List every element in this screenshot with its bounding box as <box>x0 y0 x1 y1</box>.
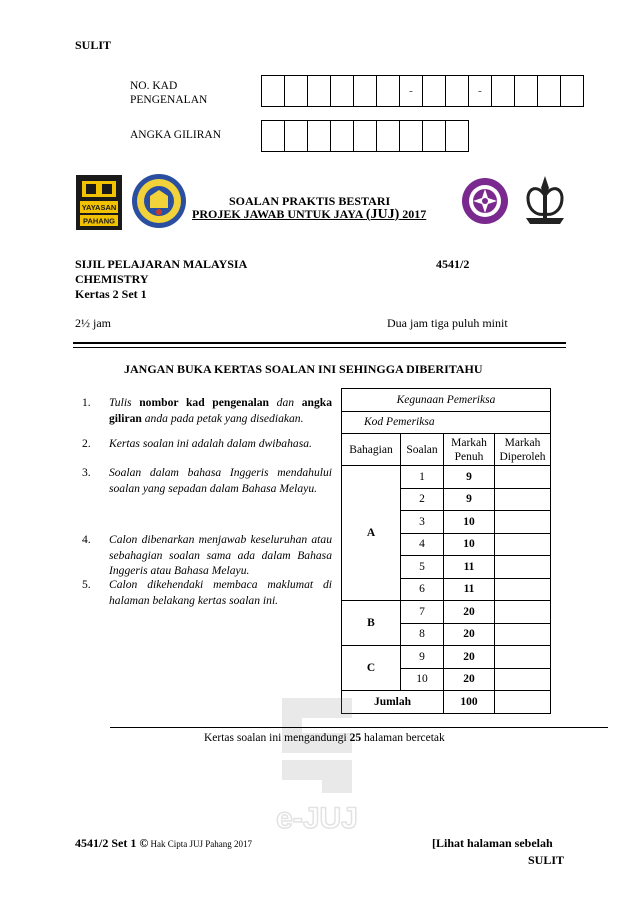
sulit-bottom: SULIT <box>528 853 565 867</box>
full-mark: 11 <box>444 578 495 601</box>
watermark-text: e-JUJ <box>276 802 358 833</box>
title-line2-main: PROJEK JAWAB UNTUK JAYA <box>192 207 366 221</box>
instruction-item <box>82 465 332 496</box>
index-box[interactable] <box>445 120 469 152</box>
col-soalan: Soalan <box>401 434 444 466</box>
full-mark: 9 <box>444 466 495 489</box>
index-box[interactable] <box>284 120 308 152</box>
instruction-item <box>82 532 332 579</box>
section-b: B <box>342 601 401 646</box>
section-c: C <box>342 646 401 691</box>
obtained-mark[interactable] <box>495 623 551 646</box>
instruction-number: 2. <box>82 437 91 450</box>
page-note-post: halaman bercetak <box>361 732 445 744</box>
instruction-item <box>82 436 332 452</box>
ic-box-dash <box>468 75 492 107</box>
ic-box[interactable] <box>560 75 584 107</box>
ic-box[interactable] <box>514 75 538 107</box>
section-a: A <box>342 466 401 601</box>
pahang-text: PAHANG <box>83 216 115 226</box>
full-mark: 20 <box>444 646 495 669</box>
instruction-number: 3. <box>82 466 91 479</box>
instruction-item <box>82 577 332 608</box>
instruction-text: anda pada petak yang disediakan. <box>141 411 304 425</box>
index-box[interactable] <box>422 120 446 152</box>
title-year: 2017 <box>399 207 427 221</box>
ic-box[interactable] <box>537 75 561 107</box>
instruction-bold: nombor kad pengenalan <box>139 396 269 409</box>
ic-box[interactable] <box>376 75 400 107</box>
obtained-mark[interactable] <box>495 533 551 556</box>
full-mark: 10 <box>444 511 495 534</box>
question-number: 8 <box>401 623 444 646</box>
question-number: 6 <box>401 578 444 601</box>
col-markah-penuh <box>444 434 495 466</box>
page-count-note <box>204 732 445 744</box>
paper-set: Kertas 2 Set 1 <box>75 287 147 301</box>
footer-copyright: Hak Cipta JUJ Pahang 2017 <box>148 839 253 849</box>
full-mark: 11 <box>444 556 495 579</box>
ic-box[interactable] <box>491 75 515 107</box>
duration: 2½ jam <box>75 316 111 330</box>
full-mark: 9 <box>444 488 495 511</box>
col-markah-diperoleh <box>495 434 551 466</box>
col-bahagian: Bahagian <box>342 434 401 466</box>
total-full-mark: 100 <box>444 691 495 714</box>
yayasan-pahang-logo <box>76 175 122 230</box>
obtained-mark[interactable] <box>495 466 551 489</box>
instruction-number: 4. <box>82 533 91 546</box>
footer-left <box>75 836 252 851</box>
question-number: 2 <box>401 488 444 511</box>
obtained-mark[interactable] <box>495 556 551 579</box>
instruction-text: dan <box>269 396 302 409</box>
col-markah-penuh-1: Markah <box>451 436 487 449</box>
ic-box-dash <box>399 75 423 107</box>
instruction-text: Kertas soalan ini adalah dalam dwibahasa. <box>109 437 312 450</box>
nokad-label-line2: PENGENALAN <box>130 94 208 106</box>
ic-box[interactable] <box>284 75 308 107</box>
footer-code: 4541/2 Set 1 © <box>75 836 149 850</box>
total-obtained-mark[interactable] <box>495 691 551 714</box>
obtained-mark[interactable] <box>495 601 551 624</box>
instruction-bold: angka giliran <box>109 396 332 425</box>
examiner-table <box>341 388 551 714</box>
page-note-pre: Kertas soalan ini mengandungi <box>204 732 350 744</box>
obtained-mark[interactable] <box>495 668 551 691</box>
sulit-top: SULIT <box>75 38 112 52</box>
instruction-number: 5. <box>82 578 91 591</box>
question-number: 10 <box>401 668 444 691</box>
examiner-code: Kod Pemeriksa <box>342 411 551 434</box>
total-label: Jumlah <box>342 691 444 714</box>
pahang-emblem-icon <box>520 174 570 230</box>
col-markah-diperoleh-2: Diperoleh <box>499 450 546 463</box>
obtained-mark[interactable] <box>495 578 551 601</box>
index-box[interactable] <box>399 120 423 152</box>
ic-box[interactable] <box>330 75 354 107</box>
yayasan-text: YAYASAN <box>81 203 117 212</box>
index-box[interactable] <box>307 120 331 152</box>
table-title: Kegunaan Pemeriksa <box>342 389 551 412</box>
title-line1: SOALAN PRAKTIS BESTARI <box>229 194 391 208</box>
title-juj: (JUJ) <box>365 207 400 222</box>
subject-name: CHEMISTRY <box>75 272 149 286</box>
juj-purple-logo-icon <box>461 176 509 226</box>
ic-number-boxes[interactable] <box>261 75 584 107</box>
instruction-text: Tulis <box>109 396 140 409</box>
nokad-label <box>130 79 207 107</box>
divider-thick <box>73 342 566 344</box>
index-box[interactable] <box>330 120 354 152</box>
question-number: 9 <box>401 646 444 669</box>
question-number: 1 <box>401 466 444 489</box>
instruction-text: Soalan dalam bahasa Inggeris mendahului soalan yang sepadan dalam Bahasa Melayu. <box>109 466 332 495</box>
ic-box[interactable] <box>261 75 285 107</box>
full-mark: 10 <box>444 533 495 556</box>
obtained-mark[interactable] <box>495 646 551 669</box>
index-box[interactable] <box>261 120 285 152</box>
question-number: 7 <box>401 601 444 624</box>
instruction-item <box>82 395 332 426</box>
index-box[interactable] <box>376 120 400 152</box>
divider-thin <box>73 347 566 348</box>
paper-code: 4541/2 <box>436 257 470 271</box>
warning-text: JANGAN BUKA KERTAS SOALAN INI SEHINGGA DIBERITAHU <box>124 362 483 376</box>
page-count: 25 <box>349 732 362 744</box>
instruction-text: Calon dikehendaki membaca maklumat di halaman belakang kertas soalan ini. <box>109 578 332 607</box>
bottom-rule <box>110 727 608 728</box>
obtained-mark[interactable] <box>495 488 551 511</box>
question-number: 3 <box>401 511 444 534</box>
nokad-label-line1: NO. KAD <box>130 80 178 92</box>
question-number: 4 <box>401 533 444 556</box>
dash: - <box>478 85 482 97</box>
question-number: 5 <box>401 556 444 579</box>
ic-box[interactable] <box>353 75 377 107</box>
e-juj-watermark-icon <box>262 688 372 833</box>
ic-box[interactable] <box>445 75 469 107</box>
state-education-crest-icon <box>131 172 187 230</box>
dash: - <box>409 85 413 97</box>
full-mark: 20 <box>444 668 495 691</box>
footer-next-page: [Lihat halaman sebelah <box>432 836 553 850</box>
instruction-text: Calon dibenarkan menjawab keseluruhan atau sebahagian soalan sama ada dalam Bahasa Inggeris atau Bahasa Melayu. <box>109 533 332 577</box>
index-box[interactable] <box>353 120 377 152</box>
ic-box[interactable] <box>307 75 331 107</box>
instruction-number: 1. <box>82 396 91 409</box>
obtained-mark[interactable] <box>495 511 551 534</box>
title-line2 <box>192 207 426 223</box>
col-markah-penuh-2: Penuh <box>454 450 484 463</box>
index-number-boxes[interactable] <box>261 120 469 152</box>
full-mark: 20 <box>444 623 495 646</box>
full-mark: 20 <box>444 601 495 624</box>
col-markah-diperoleh-1: Markah <box>504 436 541 449</box>
ic-box[interactable] <box>422 75 446 107</box>
exam-name: SIJIL PELAJARAN MALAYSIA <box>75 257 248 271</box>
duration-words: Dua jam tiga puluh minit <box>387 316 508 330</box>
angka-giliran-label: ANGKA GILIRAN <box>130 129 222 141</box>
